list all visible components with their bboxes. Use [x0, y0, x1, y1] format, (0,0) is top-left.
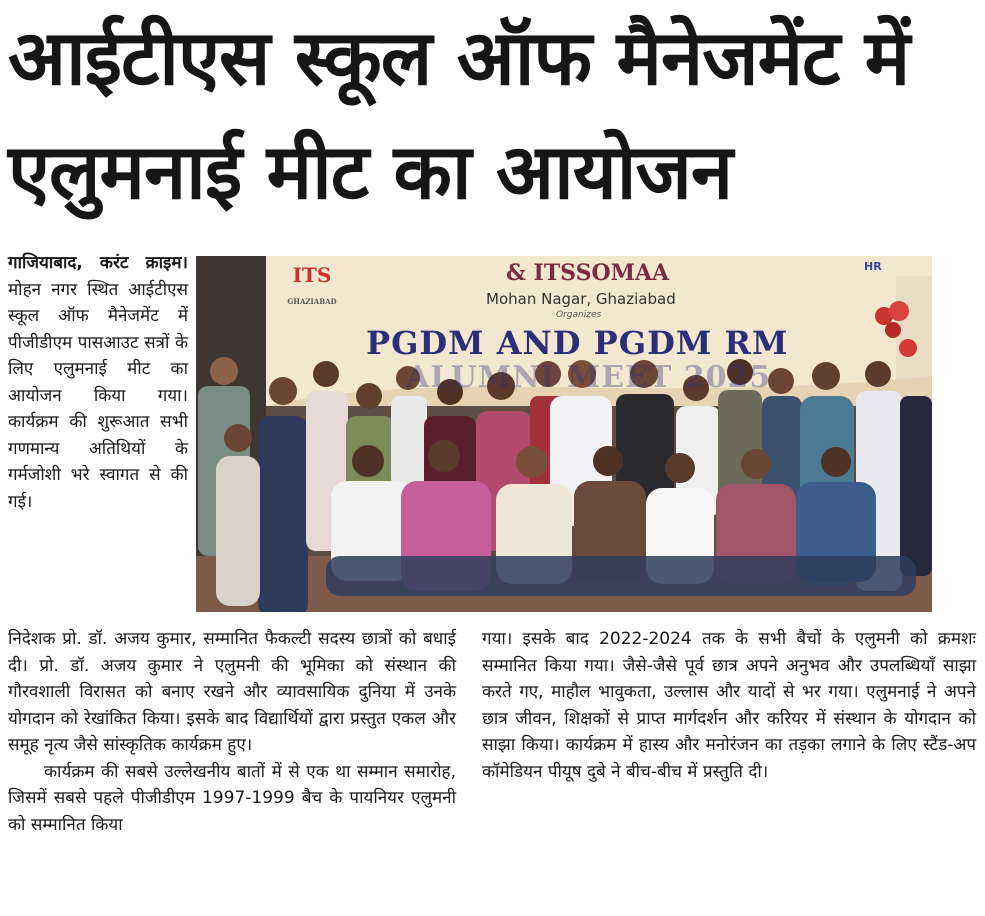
banner-corner-logo: HR [864, 260, 882, 273]
headline-line-1: आईटीएस स्कूल ऑफ मैनेजमेंट में [8, 13, 910, 102]
article-paragraph-4: गया। इसके बाद 2022-2024 तक के सभी बैचों के एलुमनी को क्रमशः सम्मानित किया गया। जैसे-जैसे पूर्व छात्र अपने अनुभव और उपलब्धियाँ साझा करते गए, माहौल भावुकता, उल्लास और यादों से भर गया। एलुमनाई ने अपने छात्र जीवन, शिक्षकों से प्राप्त मार्गदर्शन और करियर में संस्थान के योगदान को साझा किया। कार्यक्रम में हास्य और मनोरंजन का तड़का लगाने के लिए स्टैंड-अप कॉमेडियन पीयूष दुबे ने बीच-बीच में प्रस्तुति दी। [482, 629, 976, 782]
banner-line-2: Mohan Nagar, Ghaziabad [486, 290, 676, 308]
article-paragraph-2: निदेशक प्रो. डॉ. अजय कुमार, सम्मानित फैकल्टी सदस्य छात्रों को बधाई दी। प्रो. डॉ. अजय कुमार ने एलुमनी की भूमिका को संस्थान की गौरवशाली विरासत को बनाए रखने और व्यावसायिक दुनिया में उनके योगदान को रेखांकित किया। इसके बाद विद्यार्थियों द्वारा प्रस्तुत एकल और समूह नृत्य जैसे सांस्कृतिक कार्यक्रम हुए। [8, 629, 456, 755]
banner-line-4: PGDM AND PGDM RM [366, 324, 789, 362]
article-column-right [482, 626, 976, 785]
article-column-left [8, 626, 456, 838]
article-dateline: गाजियाबाद, करंट क्राइम। [8, 253, 188, 273]
headline-line-2: एलुमनाई मीट का आयोजन [8, 127, 733, 216]
banner-logo [286, 264, 338, 304]
article-paragraph-3: कार्यक्रम की सबसे उल्लेखनीय बातों में से एक था सम्मान समारोह, जिसमें सबसे पहले पीजीडीएम 1997-1999 बैच के पायनियर एलुमनी को सम्मानित किया [8, 761, 456, 835]
banner-line-5: ALUMNI MEET 2025 [406, 360, 772, 395]
banner-logo-sub: GHAZIABAD [287, 297, 337, 306]
banner-logo-text: ITS [292, 263, 332, 287]
article-paragraph-1: मोहन नगर स्थित आईटीएस स्कूल ऑफ मैनेजमेंट में पीजीडीएम पासआउट सत्रों के लिए एलुमनाई मीट का आयोजन किया गया। कार्यक्रम की शुरूआत सभी गणमान्य अतिथियों के गर्मजोशी भरे स्वागत से की गई। [8, 279, 188, 512]
group-photo [196, 256, 932, 612]
banner-line-3: Organizes [556, 310, 602, 320]
article-column-intro [8, 250, 188, 515]
banner-line-1: & ITSSOMAA [506, 260, 670, 286]
